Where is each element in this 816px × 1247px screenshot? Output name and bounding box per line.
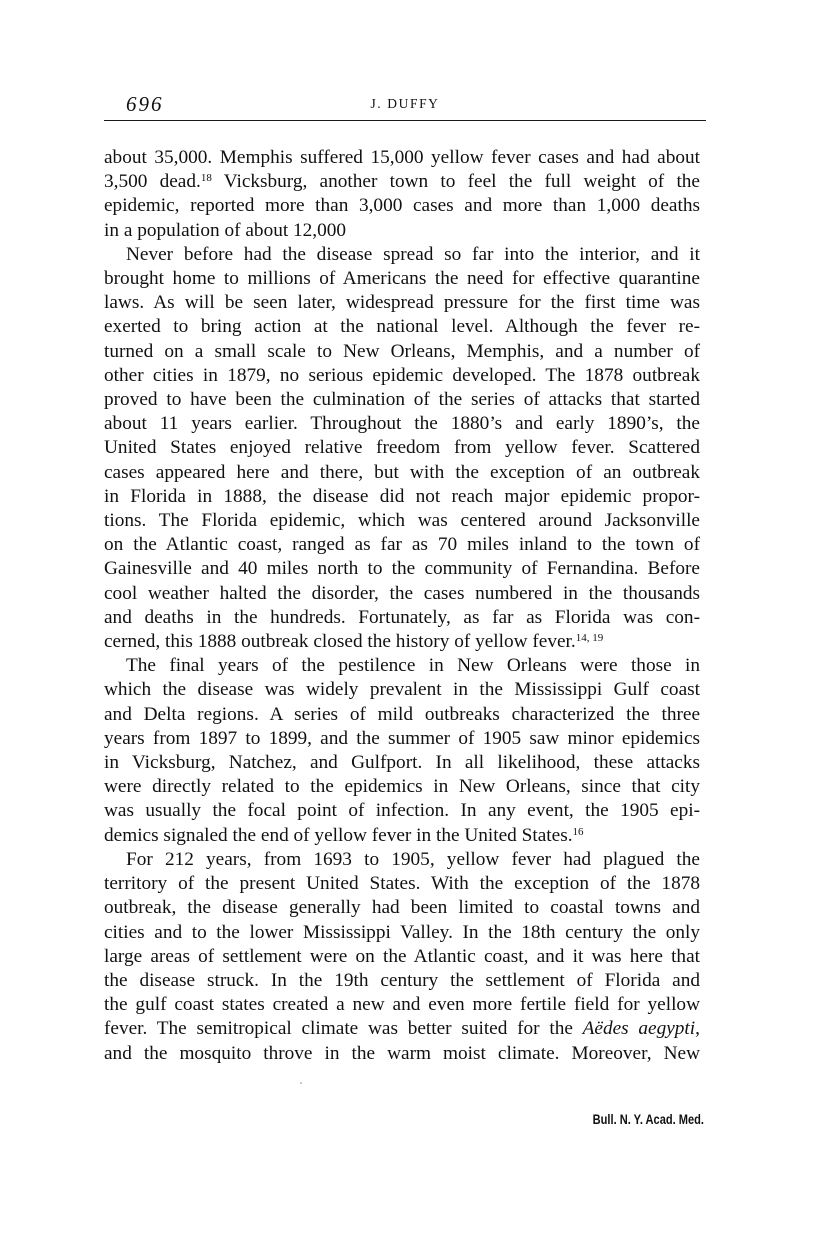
text-line: in Florida in 1888, the disease did not reach major epidemic propor- xyxy=(104,485,700,507)
paragraph-1 xyxy=(104,146,700,243)
text-line: cities and to the lower Mississippi Valley. In the 18th century the only xyxy=(104,921,700,943)
text-line: which the disease was widely prevalent in the Mississippi Gulf coast xyxy=(104,679,700,701)
body-text xyxy=(104,146,700,1066)
text-line: epidemic, reported more than 3,000 cases and more than 1,000 deaths xyxy=(104,195,700,217)
text-line: about 11 years earlier. Throughout the 1880’s and early 1890’s, the xyxy=(104,413,700,435)
text-line: For 212 years, from 1693 to 1905, yellow fever had plagued the xyxy=(126,848,700,870)
print-speck xyxy=(300,1082,302,1084)
text-line: tions. The Florida epidemic, which was centered around Jacksonville xyxy=(104,510,700,532)
text-line: in Vicksburg, Natchez, and Gulfport. In all likelihood, these attacks xyxy=(104,752,700,774)
text-line: exerted to bring action at the national level. Although the fever re- xyxy=(104,316,700,338)
text-line xyxy=(104,824,700,848)
text-segment: cerned, this 1888 outbreak closed the history of yellow fever. xyxy=(104,631,576,653)
footnote-ref: 14, 19 xyxy=(575,632,604,645)
text-line: were directly related to the epidemics in New Orleans, since that city xyxy=(104,776,700,798)
text-line: outbreak, the disease generally had been limited to coastal towns and xyxy=(104,897,700,919)
text-line: cases appeared here and there, but with the exception of an outbreak xyxy=(104,461,700,483)
text-line: was usually the focal point of infection. In any event, the 1905 epi- xyxy=(104,800,700,822)
text-segment: Vicksburg, another town to feel the full weight of the xyxy=(211,171,700,193)
text-line: the disease struck. In the 19th century the settlement of Florida and xyxy=(104,969,700,991)
text-line: Gainesville and 40 miles north to the community of Fernandina. Before xyxy=(104,558,700,580)
text-line: about 35,000. Memphis suffered 15,000 yellow fever cases and had about xyxy=(104,147,700,168)
text-line xyxy=(104,630,700,654)
text-line: and Delta regions. A series of mild outbreaks characterized the three xyxy=(104,703,700,725)
text-line: turned on a small scale to New Orleans, Memphis, and a number of xyxy=(104,340,700,362)
page-number: 696 xyxy=(126,92,164,116)
text-segment: , xyxy=(695,1018,700,1040)
paragraph-3 xyxy=(104,654,700,848)
text-line: brought home to millions of Americans the need for effective quarantine xyxy=(104,268,700,290)
text-line: years from 1897 to 1899, and the summer of 1905 saw minor epidemics xyxy=(104,727,700,749)
journal-footer: Bull. N. Y. Acad. Med. xyxy=(592,1112,704,1127)
running-head: J. DUFFY xyxy=(370,96,440,111)
text-line: on the Atlantic coast, ranged as far as 70 miles inland to the town of xyxy=(104,534,700,556)
text-line: Never before had the disease spread so far into the interior, and it xyxy=(126,243,700,265)
text-line: laws. As will be seen later, widespread pressure for the first time was xyxy=(104,292,700,314)
text-segment: demics signaled the end of yellow fever in the United States. xyxy=(104,824,573,846)
text-segment: 3,500 dead. xyxy=(104,171,201,193)
paragraph-4 xyxy=(104,848,700,1066)
text-line: The final years of the pestilence in New Orleans were those in xyxy=(126,655,700,677)
page-header xyxy=(104,88,706,121)
text-line xyxy=(104,170,700,194)
text-line: territory of the present United States. With the exception of the 1878 xyxy=(104,873,700,895)
text-line: other cities in 1879, no serious epidemic developed. The 1878 outbreak xyxy=(104,364,700,386)
footnote-ref: 16 xyxy=(572,825,584,838)
text-line: proved to have been the culmination of the series of attacks that started xyxy=(104,389,700,411)
text-line: United States enjoyed relative freedom from yellow fever. Scattered xyxy=(104,437,700,459)
text-line: the gulf coast states created a new and even more fertile field for yellow xyxy=(104,994,700,1016)
text-line: and deaths in the hundreds. Fortunately, as far as Florida was con- xyxy=(104,606,700,628)
text-line xyxy=(104,1017,700,1041)
text-line: in a population of about 12,000 xyxy=(104,219,347,241)
text-line: and the mosquito throve in the warm moist climate. Moreover, New xyxy=(104,1042,700,1064)
species-name: Aëdes aegypti xyxy=(582,1018,696,1040)
text-line: large areas of settlement were on the Atlantic coast, and it was here that xyxy=(104,945,700,967)
text-line: cool weather halted the disorder, the cases numbered in the thousands xyxy=(104,582,700,604)
paragraph-2 xyxy=(104,243,700,654)
text-segment: fever. The semitropical climate was better suited for the xyxy=(104,1018,583,1040)
footnote-ref: 18 xyxy=(200,172,212,185)
